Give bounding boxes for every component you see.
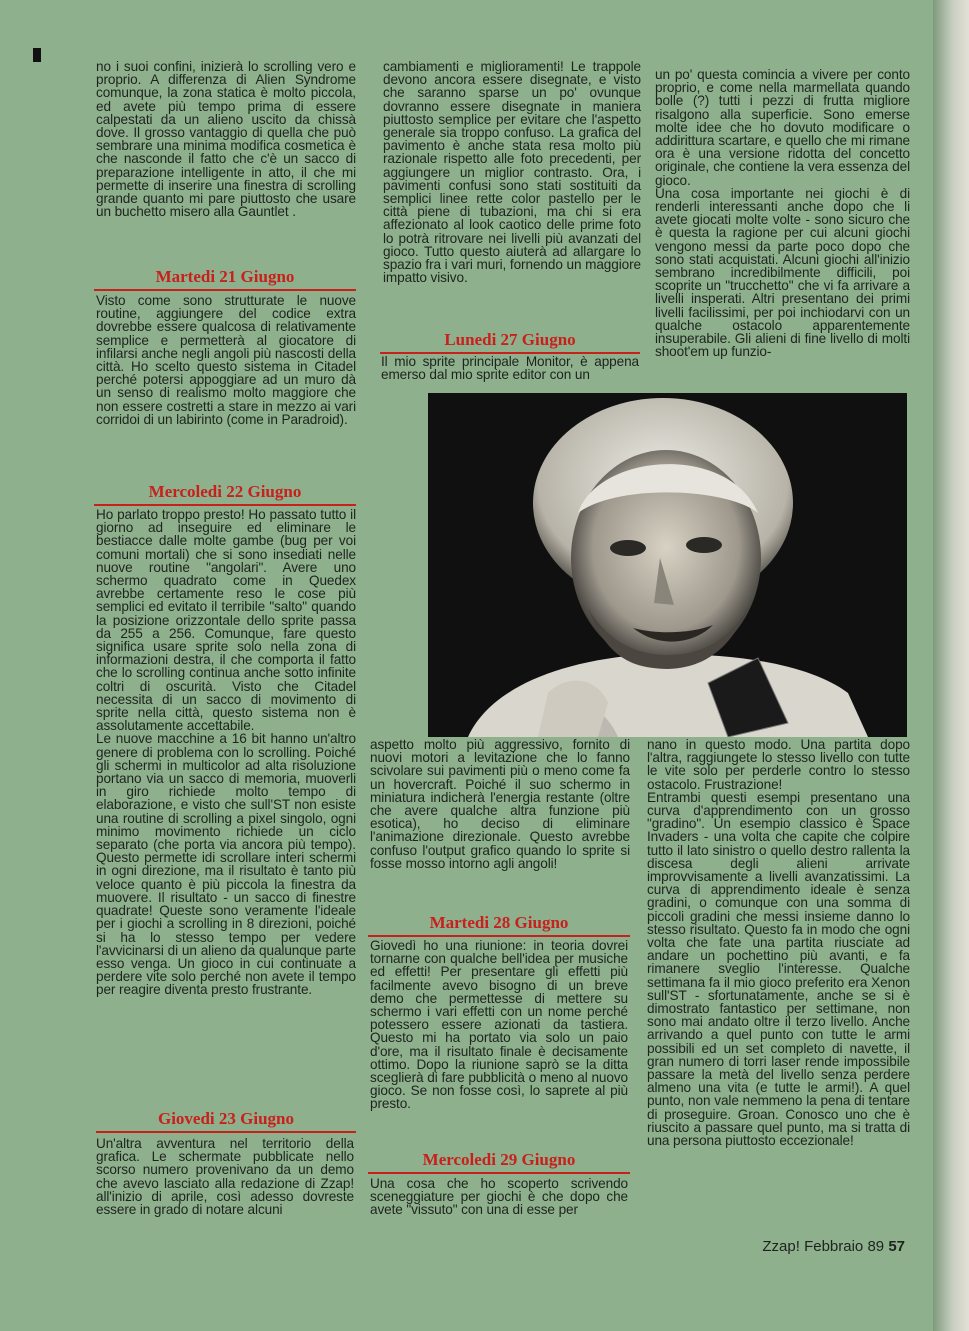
column-1-intro [96, 60, 356, 218]
paragraph: Giovedì ho una riunione: in teoria dovrei tornarne con qualche bell'idea per musiche ed effetti! Per presentare gli effetti più facilmente avevo bisogno di un breve demo che permettesse di mettere su schermo i vari effetti con un nome perché potessero essere azionati da tastiera. Questo mi ha portato via solo un paio d'ore, ma il risultato finale è decisamente ottimo. Dopo la riunione saprò se la ditta sceglierà di fare pubblicità o meno al nuovo gioco. Se non fosse così, lo saprete al più presto. [370, 938, 628, 1112]
column-3-top [655, 68, 910, 358]
author-photo [428, 393, 907, 737]
page-footer [762, 1238, 905, 1255]
portrait-illustration [428, 393, 907, 737]
section-22-giugno [96, 508, 356, 997]
section-23-giugno [96, 1137, 354, 1216]
heading-lunedi-27: Lunedi 27 Giugno [380, 326, 640, 354]
page-number: 57 [888, 1238, 905, 1255]
section-29-giugno [370, 1177, 628, 1217]
paragraph: aspetto molto più aggressivo, fornito di nuovi motori a levitazione che lo fanno scivolare sui pavimenti più o meno come fa un hovercraft. Poiché il suo schermo in miniatura indicherà l'energia restante (oltre che avere qualche altra funzione più esotica), ho deciso di eliminare l'animazione direzionale. Questo avrebbe confuso l'output grafico quando lo sprite si fosse mosso intorno agli angoli! [370, 737, 630, 871]
paragraph: Le nuove macchine a 16 bit hanno un'altro genere di problema con lo scrolling. Poiché gli schermi in multicolor ad alta risoluzione portano via un sacco di memoria, muoverli in giro richiede molto tempo di elaborazione, e visto che sull'ST non esiste una routine di scrolling a pixel singolo, ogni minimo movimento richiede un ciclo separato (che porta via ancora più tempo). Questo permette idi scrollare interi schermi in ogni direzione, ma il risultato è tanto più veloce quanto è più piccola la finestra da muovere. Il risultato - un sacco di finestre quadrate! Queste sono veramente l'ideale per i giochi a scrolling in 8 direzioni, poiché si ha lo stesso tempo per vedere l'avvicinarsi di un alieno da qualunque parte esso venga. Un gioco in cui continuate a perdere vite solo perché non avete il tempo per reagire diventa presto frustrante. [96, 731, 356, 998]
paragraph: Ho parlato troppo presto! Ho passato tutto il giorno ad inseguire ed eliminare le bestiacce dalle molte gambe (bug per voi comuni mortali) che si sono insediati nelle nuove routine "angolari". Avere uno schermo quadrato come in Quedex avrebbe certamente reso le cose più semplici ed evitato il terribile "salto" quando la posizione orizzontale dello sprite passa da 255 a 256. Comunque, fare questo significa usare sprite solo nella zona di informazioni destra, il che comporta il fatto che lo scrolling continua anche sotto infinite coltri di oscurità. Visto che Citadel necessita di un sacco di movimento di sprite nella città, questo sistema non è assolutamente accettabile. [96, 507, 356, 734]
section-21-giugno [96, 294, 356, 426]
column-2-bottom [370, 738, 630, 870]
column-3-bottom [647, 738, 910, 1147]
paragraph: Una cosa importante nei giochi è di renderli interessanti anche dopo che li avete giocati molte volte - sono sicuro che è questa la ragione per cui alcuni giochi vengono messi da parte poco dopo che sono stati acquistati. Alcuni giochi all'inizio sembrano incredibilmente difficili, poi scoprite un "trucchetto" che vi fa arrivare a livelli insperati. Altri presentano dei primi livelli facilissimi, per poi inchiodarvi con un qualche ostacolo apparentemente insuperabile. Gli alieni di fine livello di molti shoot'em up funzio- [655, 185, 910, 360]
paragraph: Il mio sprite principale Monitor, è appena emerso dal mio sprite editor con un [381, 354, 639, 383]
paragraph: no i suoi confini, inizierà lo scrolling vero e proprio. A differenza di Alien Syndrome comunque, la zona statica è molto piccola, ed avete più tempo prima di essere calpestati da un alieno uscito da chissà dove. Il grosso vantaggio di quella che può sembrare una minima modifica cosmetica è che nasconde il fatto che c'è un sacco di preparazione intelligente in atto, il che mi permette di inserire una finestra di scrolling grande quanto mi pare piuttosto che usare un buchetto misero alla Gauntlet . [96, 59, 356, 220]
paragraph: un po' questa comincia a vivere per conto proprio, e come nella marmellata quando bolle (?) tutti i pezzi di frutta migliore risalgono alla superficie. Sono emerse molte idee che ho dovuto modificare o addirittura scartare, e quello che mi rimane ora è una versione ridotta del concetto originale, che contiene la vera essenza del gioco. [655, 67, 910, 188]
registration-mark [33, 48, 41, 62]
heading-mercoledi-22: Mercoledi 22 Giugno [94, 478, 356, 506]
heading-giovedi-23: Giovedi 23 Giugno [96, 1105, 356, 1133]
column-2-top [383, 60, 641, 284]
issue-label: Zzap! Febbraio 89 [762, 1238, 885, 1255]
heading-mercoledi-29: Mercoledi 29 Giugno [368, 1146, 630, 1174]
paragraph: cambiamenti e miglioramenti! Le trappole devono ancora essere disegnate, e visto che saranno sparse un po' ovunque dovranno essere disegnate in maniera piuttosto semplice per evitare che l'aspetto generale sia troppo confuso. La grafica del pavimento è anche stata resa molto più razionale rispetto alle foto precedenti, per aggiungere un miglior contrasto. Ora, i pavimenti confusi sono stati sostituiti da semplici linee rette color pastello per le città piene di tubazioni, ma chi si era affezionato al look caotico delle prime foto lo potrà ritrovare nei livelli più avanzati del gioco. Tutto questo aiuterà ad allargare lo spazio fra i vari muri, fornendo un maggiore impatto visivo. [383, 59, 641, 286]
paragraph: Visto come sono strutturate le nuove routine, aggiungere del codice extra dovrebbe essere qualcosa di relativamente semplice e permetterà al giocatore di infilarsi anche negli angoli più nascosti della città. Ho scelto questo sistema in Citadel perché potersi appoggiare ad un muro dà un senso di realismo molto maggiore che non essere costretti a stare in mezzo ai vari corridoi di un labirinto (come in Paradroid). [96, 293, 356, 427]
paragraph: Entrambi questi esempi presentano una curva d'apprendimento con un grosso "gradino". Un esempio classico è Space Invaders - una volta che capite che colpire tutto il lato sinistro o quello destro rallenta la discesa degli alieni arrivate improvvisamente a livelli avanzatissimi. La curva di apprendimento ideale è senza gradini, o comunque con una somma di piccoli gradini che messi insieme danno lo stesso risultato. Questo fa in modo che ogni volta che fate una partita riusciate ad andare un pochettino più avanti, e fa rimanere sveglio l'interesse. Qualche settimana fa il mio gioco preferito era Xenon sull'ST - sfortunatamente, anche se si è dimostrato fantastico per settimane, non sono mai andato oltre il terzo livello. Anche arrivando a quel punto con tutte le armi possibili ed un set completo di navette, il gran numero di torri laser rende impossibile passare la metà del livello senza perdere almeno una vita (e tutte le armi!). A quel punto, non vale nemmeno la pena di tentare di proseguire. Groan. Conosco uno che è riuscito a passare quel punto, ma si tratta di una persona piuttosto eccezionale! [647, 789, 910, 1149]
heading-martedi-21: Martedi 21 Giugno [94, 263, 356, 291]
paragraph: nano in questo modo. Una partita dopo l'altra, raggiungete lo stesso livello con tutte le vite solo per perderle contro lo stesso ostacolo. Frustrazione! [647, 737, 910, 792]
section-27-giugno [381, 355, 639, 381]
paragraph: Un'altra avventura nel territorio della grafica. Le schermate pubblicate nello scorso numero provenivano da un demo che avevo lasciato alla redazione di Zzap! all'inizio di aprile, così adesso dovreste essere in grado di notare alcuni [96, 1136, 354, 1218]
paragraph: Una cosa che ho scoperto scrivendo sceneggiature per giochi è che dopo che avete "vissuto" con una di esse per [370, 1176, 628, 1218]
section-28-giugno [370, 939, 628, 1111]
heading-martedi-28: Martedi 28 Giugno [368, 909, 630, 937]
page-edge [933, 0, 969, 1331]
